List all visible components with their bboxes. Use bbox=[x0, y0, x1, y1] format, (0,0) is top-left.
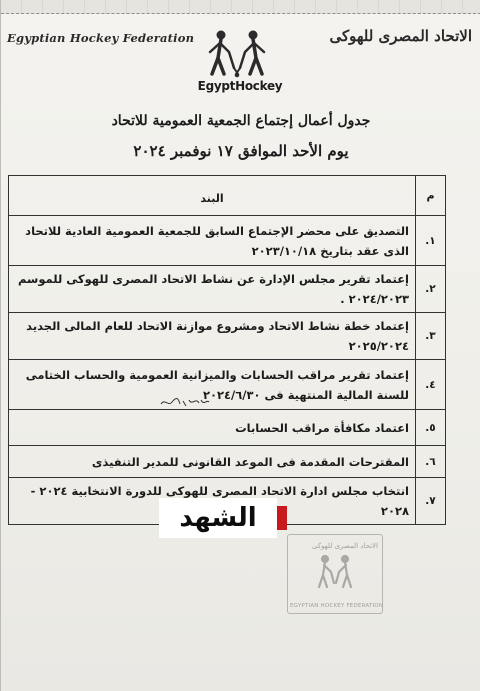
handwritten-note-icon bbox=[159, 392, 211, 412]
agenda-row-number: ٤. bbox=[416, 360, 446, 410]
agenda-row-text: إعتماد تقرير مجلس الإدارة عن نشاط الاتحاد المصرى للهوكى للموسم ٢٠٢٤/٢٠٢٣ . bbox=[9, 266, 416, 313]
agenda-row bbox=[9, 360, 446, 410]
agenda-row-text: إعتماد خطة نشاط الاتحاد ومشروع موازنة الاتحاد للعام المالى الجديد ٢٠٢٥/٢٠٢٤ bbox=[9, 313, 416, 360]
column-header-item: البند bbox=[9, 176, 416, 216]
watermark-text: الشهد bbox=[159, 498, 277, 538]
column-header-number: م bbox=[416, 176, 446, 216]
agenda-row bbox=[9, 216, 446, 266]
agenda-row-text: اعتماد مكافأة مراقب الحسابات bbox=[9, 410, 416, 446]
agenda-row-number: ٧. bbox=[416, 478, 446, 525]
document-title: جدول أعمال إجتماع الجمعية العمومية للاتحاد bbox=[111, 113, 371, 129]
org-name-arabic: الاتحاد المصرى للهوكى bbox=[329, 27, 472, 45]
meeting-date: يوم الأحد الموافق ١٧ نوفمبر ٢٠٢٤ bbox=[133, 142, 349, 160]
agenda-row-text: انتخاب مجلس ادارة الاتحاد المصرى للهوكى للدورة الانتخابية ٢٠٢٤ - ٢٠٢٨ bbox=[9, 478, 416, 525]
agenda-row-text: التصديق على محضر الإجتماع السابق للجمعية العمومية العادية للاتحاد الذى عقد بتاريخ ٢٠٢٣/١٠/١٨ bbox=[9, 216, 416, 266]
stamp-english-text: EGYPTIAN HOCKEY FEDERATION bbox=[290, 603, 384, 609]
agenda-row-number: ٦. bbox=[416, 446, 446, 478]
agenda-row bbox=[9, 313, 446, 360]
agenda-row bbox=[9, 266, 446, 313]
agenda-row bbox=[9, 410, 446, 446]
agenda-row-text: المقترحات المقدمة فى الموعد القانونى للمدير التنفيذى bbox=[9, 446, 416, 478]
binding-strip bbox=[1, 0, 480, 14]
agenda-row-number: ٢. bbox=[416, 266, 446, 313]
stamp-players-icon bbox=[308, 553, 362, 597]
agenda-row-number: ١. bbox=[416, 216, 446, 266]
org-name-english: Egyptian Hockey Federation bbox=[7, 31, 195, 45]
agenda-table bbox=[8, 175, 446, 525]
agenda-row bbox=[9, 446, 446, 478]
stamp-arabic-text: الاتحاد المصرى للهوكى bbox=[311, 542, 378, 550]
federation-stamp bbox=[287, 534, 383, 614]
agenda-row-number: ٣. bbox=[416, 313, 446, 360]
agenda-row-number: ٥. bbox=[416, 410, 446, 446]
news-site-watermark bbox=[159, 498, 277, 538]
agenda-header-row bbox=[9, 176, 446, 216]
logo-wordmark: EgyptHockey bbox=[197, 79, 283, 93]
watermark-red-accent bbox=[277, 506, 287, 530]
agenda-row-text: إعتماد تقرير مراقب الحسابات والميزانية العمومية والحساب الختامى للسنة المالية المنتهية فى ٢٠٢٤/٦/٣٠ bbox=[9, 360, 416, 410]
